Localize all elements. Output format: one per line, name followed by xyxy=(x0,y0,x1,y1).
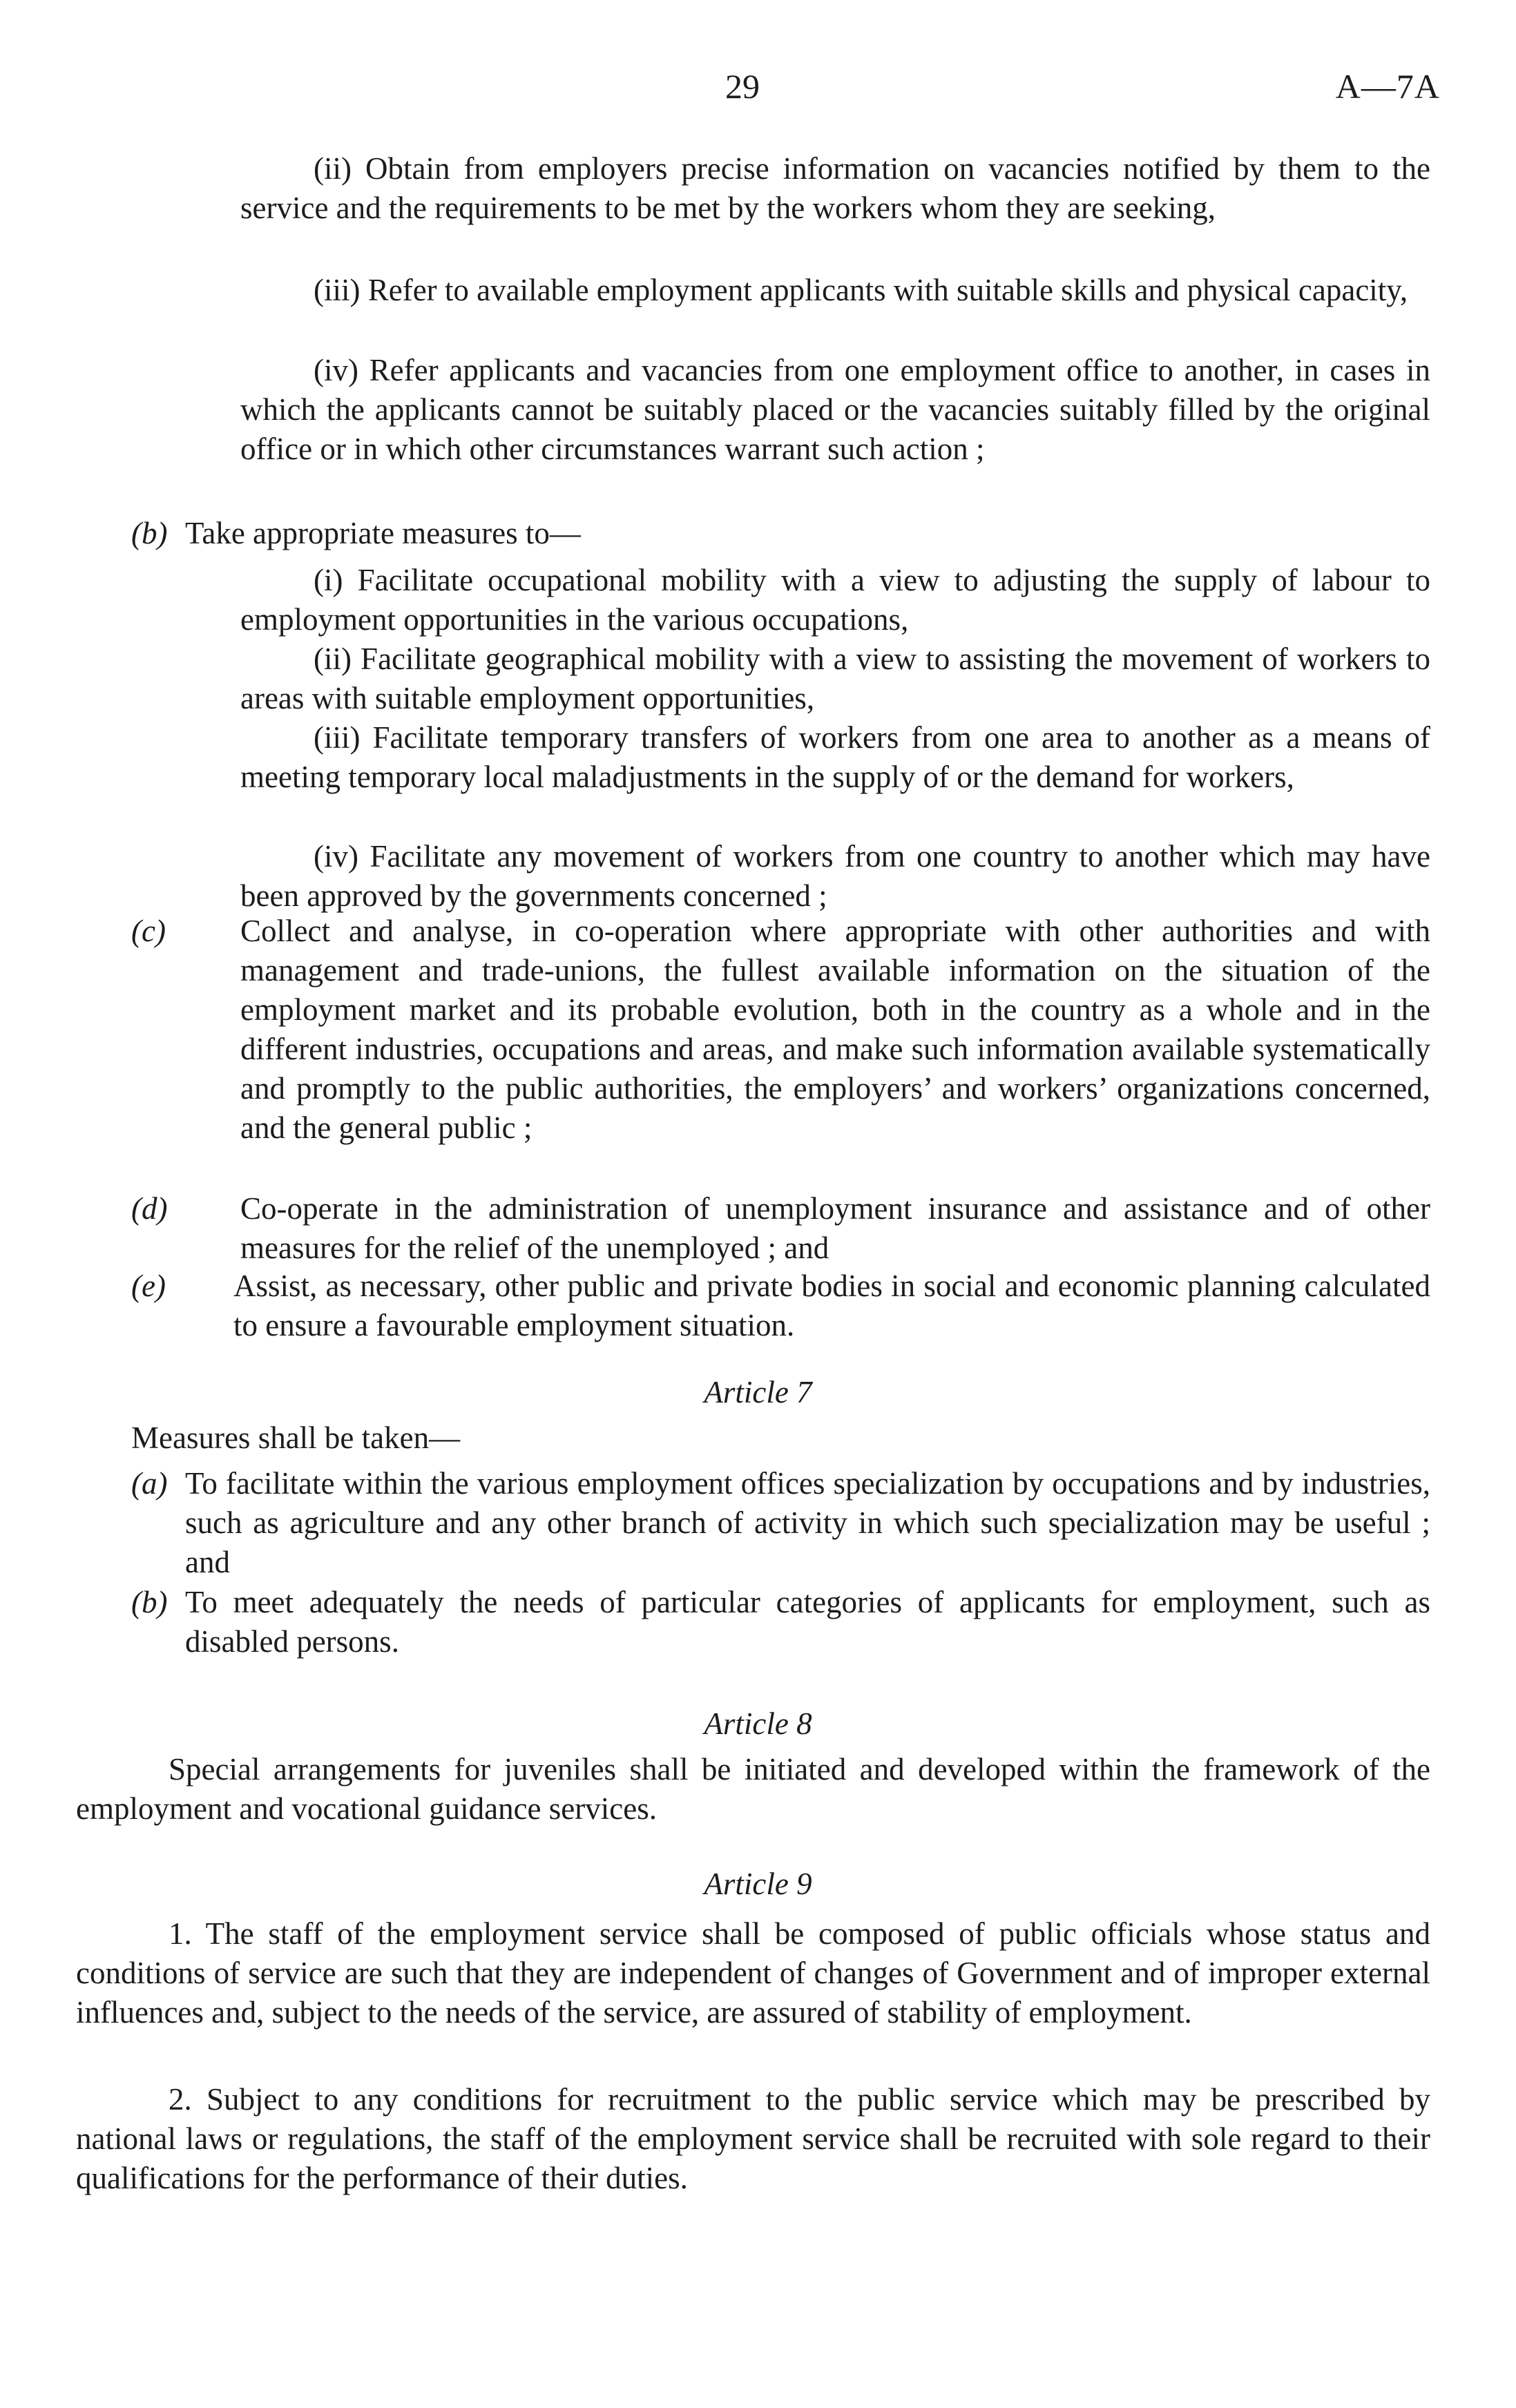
item-c xyxy=(131,912,1430,1148)
sub-item-b-ii: (ii) Facilitate geographical mobility with a view to assisting the movement of workers to areas with suitable employment opportunities, xyxy=(240,642,1430,715)
article-7-item-b xyxy=(131,1583,1430,1661)
sub-item-a-ii: (ii) Obtain from employers precise information on vacancies notified by them to the service and the requirements to be met by the workers whom they are seeking, xyxy=(240,151,1430,225)
document-code: A—7A xyxy=(1335,67,1440,106)
page-header xyxy=(0,66,1516,115)
article-7-intro: Measures shall be taken— xyxy=(131,1420,461,1455)
article-7-heading: Article 7 xyxy=(704,1375,812,1409)
item-c-text: Collect and analyse, in co-operation where appropriate with other authorities and with management and trade-unions, the fullest available information on the situation of the employment market and its probable evolution, both in the country as a whole and in the different industries, occupations and areas, and make such information available systematically and promptly to the public authorities, the employers’ and workers’ organizations concerned, and the general public ; xyxy=(240,914,1430,1145)
item-d-text: Co-operate in the administration of unemployment insurance and assistance and of other measures for the relief of the unemployed ; and xyxy=(240,1191,1430,1265)
article-8-text: Special arrangements for juveniles shall be initiated and developed within the framework of the employment and vocational guidance services. xyxy=(76,1752,1430,1826)
item-b xyxy=(131,514,1430,553)
item-e xyxy=(131,1266,1430,1345)
article-7-item-b-marker: (b) xyxy=(131,1585,168,1619)
article-7-item-a xyxy=(131,1464,1430,1582)
article-7-item-a-marker: (a) xyxy=(131,1466,168,1501)
item-b-text: Take appropriate measures to— xyxy=(185,516,581,550)
article-8-heading: Article 8 xyxy=(704,1706,812,1741)
item-c-marker: (c) xyxy=(131,914,166,948)
sub-item-b-i: (i) Facilitate occupational mobility with a view to adjusting the supply of labour to employment opportunities in the various occupations, xyxy=(240,563,1430,637)
item-b-marker: (b) xyxy=(131,516,168,550)
sub-item-a-iii: (iii) Refer to available employment applicants with suitable skills and physical capacity, xyxy=(314,273,1408,307)
item-d-marker: (d) xyxy=(131,1191,168,1226)
article-9-paragraph-1: 1. The staff of the employment service shall be composed of public officials whose status and conditions of service are such that they are independent of changes of Government and of improper external influences and, subject to the needs of the service, are assured of stability of employment. xyxy=(76,1916,1430,2030)
item-e-marker: (e) xyxy=(131,1269,166,1303)
item-e-text: Assist, as necessary, other public and private bodies in social and economic planning calculated to ensure a favourable employment situation. xyxy=(233,1269,1430,1342)
page-number: 29 xyxy=(725,67,760,106)
article-7-item-b-text: To meet adequately the needs of particular categories of applicants for employment, such as disabled persons. xyxy=(185,1585,1430,1659)
item-d xyxy=(131,1189,1430,1268)
article-9-paragraph-2: 2. Subject to any conditions for recruitment to the public service which may be prescribed by national laws or regulations, the staff of the employment service shall be recruited with sole regard to their qualifications for the performance of their duties. xyxy=(76,2082,1430,2195)
sub-item-b-iii: (iii) Facilitate temporary transfers of workers from one area to another as a means of meeting temporary local maladjustments in the supply of or the demand for workers, xyxy=(240,720,1430,794)
sub-item-a-iv: (iv) Refer applicants and vacancies from one employment office to another, in cases in which the applicants cannot be suitably placed or the vacancies suitably filled by the original office or in which other circumstances warrant such action ; xyxy=(240,353,1430,466)
article-9-heading: Article 9 xyxy=(704,1867,812,1901)
sub-item-b-iv: (iv) Facilitate any movement of workers from one country to another which may have been approved by the governments concerned ; xyxy=(240,839,1430,913)
article-7-item-a-text: To facilitate within the various employment offices specialization by occupations and by industries, such as agriculture and any other branch of activity in which such specialization may be useful ; and xyxy=(185,1466,1430,1579)
